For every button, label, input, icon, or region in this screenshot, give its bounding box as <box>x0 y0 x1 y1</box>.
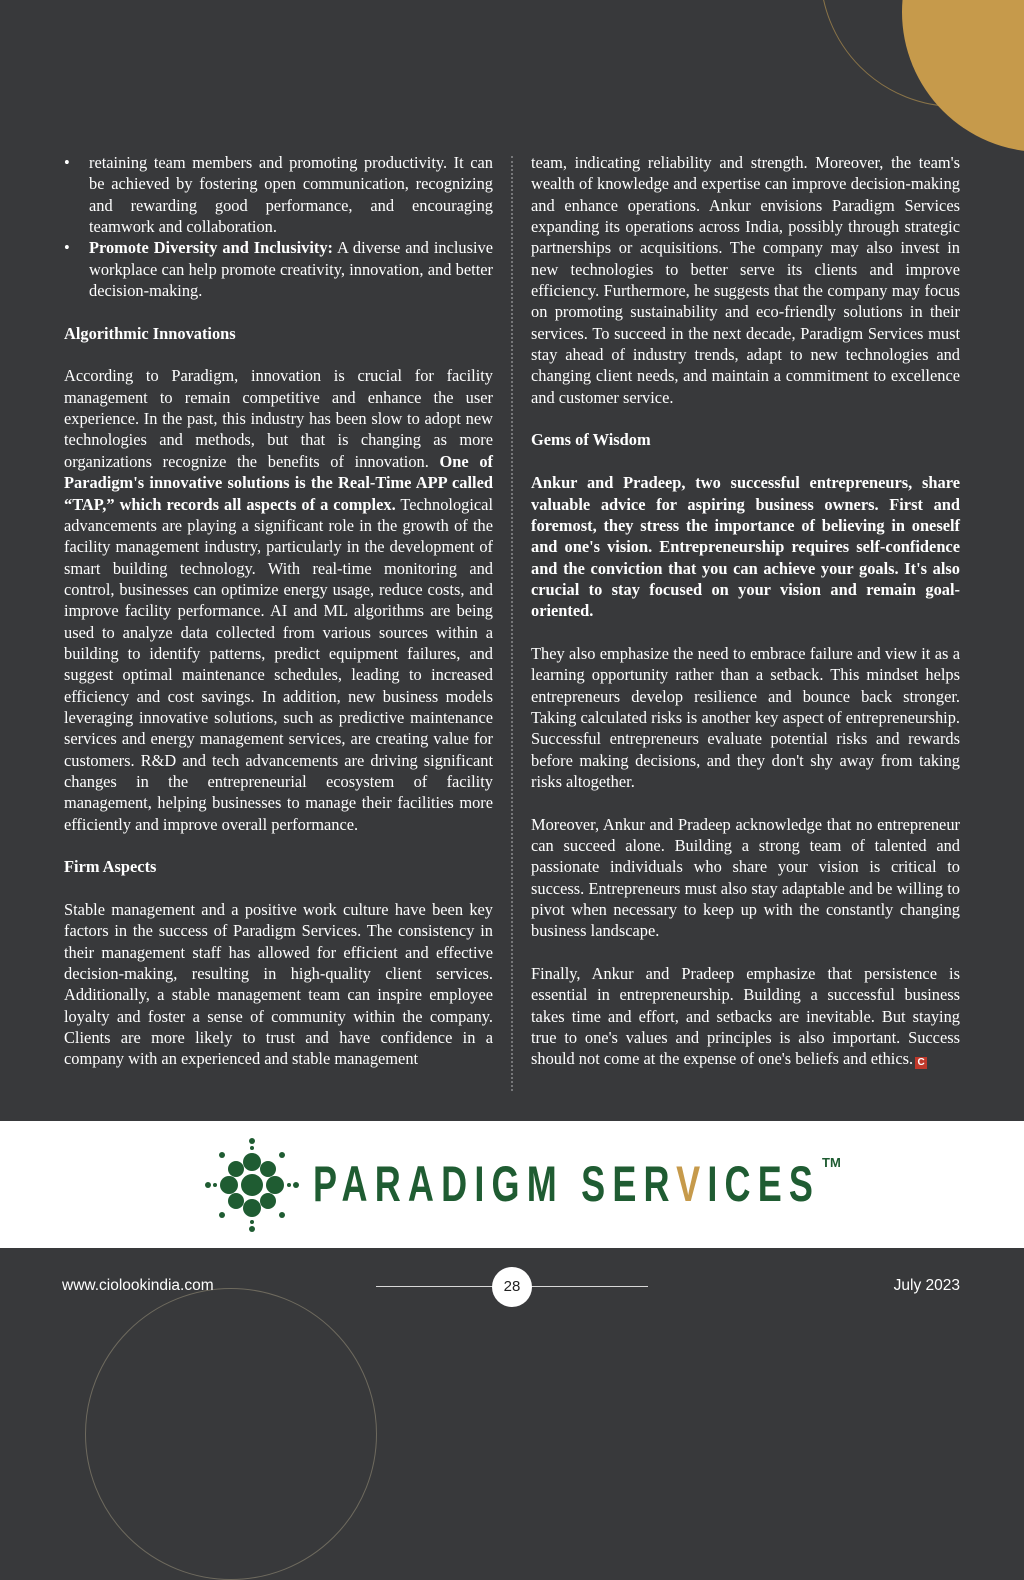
decorative-arc-bottom <box>85 1288 377 1580</box>
footer-date: July 2023 <box>893 1277 960 1294</box>
section-heading-algorithmic-innovations: Algorithmic Innovations <box>64 323 236 343</box>
paragraph-algorithmic: According to Paradigm, innovation is crucial for facility management to remain competitive and enhance the user experience. In the past, this industry has been slow to adopt new technologies and methods, but that is changing as more organizations recognize the benefits of innovation. One of Paradigm's innovative solutions is the Real-Time APP called “TAP,” which records all aspects of a complex. Technological advancements are playing a significant role in the growth of the facility management industry, particularly in the development of smart building technology. With real-time monitoring and control, businesses can optimize energy usage, reduce costs, and improve facility performance. AI and ML algorithms are being used to analyze data collected from various sources within a building to identify patterns, predict equipment failures, and suggest optimal maintenance schedules, leading to increased efficiency and cost savings. In addition, new business models leveraging innovative solutions, such as predictive maintenance services and energy management services, are creating value for customers. R&D and tech advancements are driving significant changes in the entrepreneurial ecosystem of facility management, helping businesses to manage their facilities more efficiently and improve overall performance. <box>64 366 493 834</box>
decorative-gold-circle <box>902 0 1024 152</box>
section-heading-gems-of-wisdom: Gems of Wisdom <box>531 430 651 450</box>
paragraph-firm: Stable management and a positive work culture have been key factors in the success of Paradigm Services. The consistency in their management staff has allowed for efficient and effective decision-making, resulting in high-quality client services. Additionally, a stable management team can inspire employee loyalty and foster a sense of community within the company. Clients are more likely to trust and have confidence in a company with an experienced and stable management <box>64 900 493 1069</box>
paragraph-team: Moreover, Ankur and Pradeep acknowledge that no entrepreneur can succeed alone. Building a strong team of talented and passionate individuals who share your vision is critical to success. Entrepreneurs must also stay adaptable and be willing to pivot when necessary to keep up with the constantly changing business landscape. <box>531 814 960 941</box>
footer-website[interactable]: www.ciolookindia.com <box>62 1277 214 1294</box>
paragraph-gems-bold: Ankur and Pradeep, two successful entrepreneurs, share valuable advice for aspiring business owners. First and foremost, they stress the importance of believing in oneself and one's vision. Entrepreneurship requires self-confidence and the conviction that you can achieve your goals. It's also crucial to stay focused on your vision and remain goal-oriented. <box>531 473 960 621</box>
right-column <box>531 152 960 1091</box>
trademark-symbol: TM <box>822 1155 841 1170</box>
section-heading-firm-aspects: Firm Aspects <box>64 857 157 877</box>
bullet-lead: Promote Diversity and Inclusivity: <box>89 238 333 258</box>
bullet-item: • retaining team members and promoting productivity. It can be achieved by fostering open communication, recognizing and rewarding good performance, and encouraging teamwork and collaboration. <box>64 152 493 237</box>
highlight-tap: One of Paradigm's innovative solutions is the Real-Time APP called “TAP,” which records all aspects of a complex. <box>64 451 493 514</box>
paragraph-continued: team, indicating reliability and strength. Moreover, the team's wealth of knowledge and expertise can improve decision-making and enhance operations. Ankur envisions Paradigm Services expanding its operations across India, possibly through strategic partnerships or acquisitions. The company may also invest in new technologies to better serve its clients and improve efficiency. Furthermore, he suggests that the company may focus on promoting sustainability and eco-friendly solutions in their services. To succeed in the next decade, Paradigm Services must stay ahead of industry trends, adapt to new technologies and changing client needs, and maintain a commitment to excellence and customer service. <box>531 153 960 407</box>
page-number: 28 <box>492 1267 532 1307</box>
bullet-list <box>64 152 493 301</box>
logo-wordmark: PARADIGM SERVICES <box>313 1156 821 1212</box>
paragraph-failure: They also emphasize the need to embrace failure and view it as a learning opportunity rather than a setback. This mindset helps entrepreneurs develop resilience and bounce back stronger. Taking calculated risks is another key aspect of entrepreneurship. Successful entrepreneurs evaluate potential risks and rewards before making decisions, and they don't shy away from taking risks altogether. <box>531 643 960 791</box>
end-mark-icon: C <box>915 1057 927 1069</box>
logo-banner <box>0 1121 1024 1248</box>
column-divider <box>511 156 513 1091</box>
left-column <box>64 152 493 1091</box>
paradigm-flower-icon <box>200 1133 304 1237</box>
logo-v-chevron-icon: V <box>676 1156 708 1212</box>
paragraph-persistence: Finally, Ankur and Pradeep emphasize that persistence is essential in entrepreneurship. Building a successful business takes time and effort, and setbacks are inevitable. But staying true to one's values and principles is also important. Success should not come at the expense of one's beliefs and ethics. C <box>531 964 960 1069</box>
bullet-item: • Promote Diversity and Inclusivity: A diverse and inclusive workplace can help promote creativity, innovation, and better decision-making. <box>64 237 493 301</box>
